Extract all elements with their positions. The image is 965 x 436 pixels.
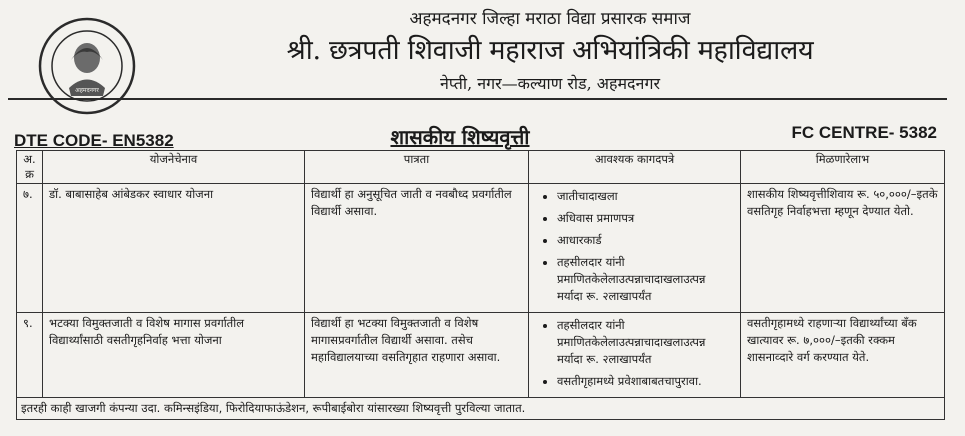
row-scheme: डॉ. बाबासाहेब आंबेडकर स्वाधार योजना [43,184,305,313]
college-emblem [37,16,137,116]
row-eligibility: विद्यार्थी हा अनुसूचित जाती व नवबौध्द प्रवर्गातील विद्यार्थी असावा. [305,184,529,313]
svg-text:अहमदनगर: अहमदनगर [75,87,99,94]
document-item: • आधारकार्ड [557,232,734,249]
document-item: • तहसीलदार यांनी प्रमाणितकेलेलाउत्पन्नाचादाखलाउत्पन्न मर्यादा रू. २लाखापर्यंत [557,317,734,368]
header-scheme: योजनेचेनाव [43,151,305,184]
page-title: शासकीय शिष्यवृत्ती [390,125,530,149]
header-documents: आवश्यक कागदपत्रे [529,151,741,184]
row-documents [529,184,741,313]
row-sr: ९. [17,313,43,398]
footer-note: इतरही काही खाजगी कंपन्या उदा. कमिन्सइंडिया, फिरोदियाफाऊंडेशन, रूपीबाईबोरा यांसारख्या शिष्यवृत्ती पुरविल्या जातात. [17,398,945,420]
table-footer-row [17,398,945,420]
row-scheme: भटक्या विमुक्तजाती व विशेष मागास प्रवर्गातील विद्यार्थ्यांसाठी वसतीगृहनिर्वाह भत्ता योजना [43,313,305,398]
header-eligibility: पात्रता [305,151,529,184]
table-header-row [17,151,945,184]
dte-code: DTE CODE- EN5382 [14,131,174,150]
document-item: • जातीचादाखला [557,188,734,205]
document-item: • तहसीलदार यांनी प्रमाणितकेलेलाउत्पन्नाचादाखलाउत्पन्न मर्यादा रू. २लाखापर्यंत [557,254,734,305]
scholarship-table [16,150,945,420]
row-benefit: वसतीगृहामध्ये राहणाऱ्या विद्यार्थ्यांच्या बँक खात्यावर रू. ७,०००/–इतकी रक्कम शासनाव्दारे वर्ग करण्यात येते. [741,313,945,398]
college-address: नेप्ती, नगर—कल्याण रोड, अहमदनगर [440,74,660,93]
row-sr: ७. [17,184,43,313]
header-benefit: मिळणारेलाभ [741,151,945,184]
header-sr: अ. क्र [17,151,43,184]
row-documents [529,313,741,398]
document-item: • अधिवास प्रमाणपत्र [557,210,734,227]
table-row [17,313,945,398]
row-eligibility: विद्यार्थी हा भटक्या विमुक्तजाती व विशेष मागासप्रवर्गातील विद्यार्थी असावा. तसेच महाविद्यालयाच्या वसतिगृहात राहणारा असावा. [305,313,529,398]
college-name: श्री. छत्रपती शिवाजी महाराज अभियांत्रिकी महाविद्यालय [286,35,814,66]
header-divider [8,98,947,100]
fc-centre-code: FC CENTRE- 5382 [791,123,937,142]
row-benefit: शासकीय शिष्यवृत्तीशिवाय रू. ५०,०००/–इतके वसतिगृह निर्वाहभत्ता म्हणून देण्यात येतो. [741,184,945,313]
society-name: अहमदनगर जिल्हा मराठा विद्या प्रसारक समाज [409,9,691,29]
table-row [17,184,945,313]
document-item: • वसतीगृहामध्ये प्रवेशाबाबतचापुरावा. [557,373,734,390]
